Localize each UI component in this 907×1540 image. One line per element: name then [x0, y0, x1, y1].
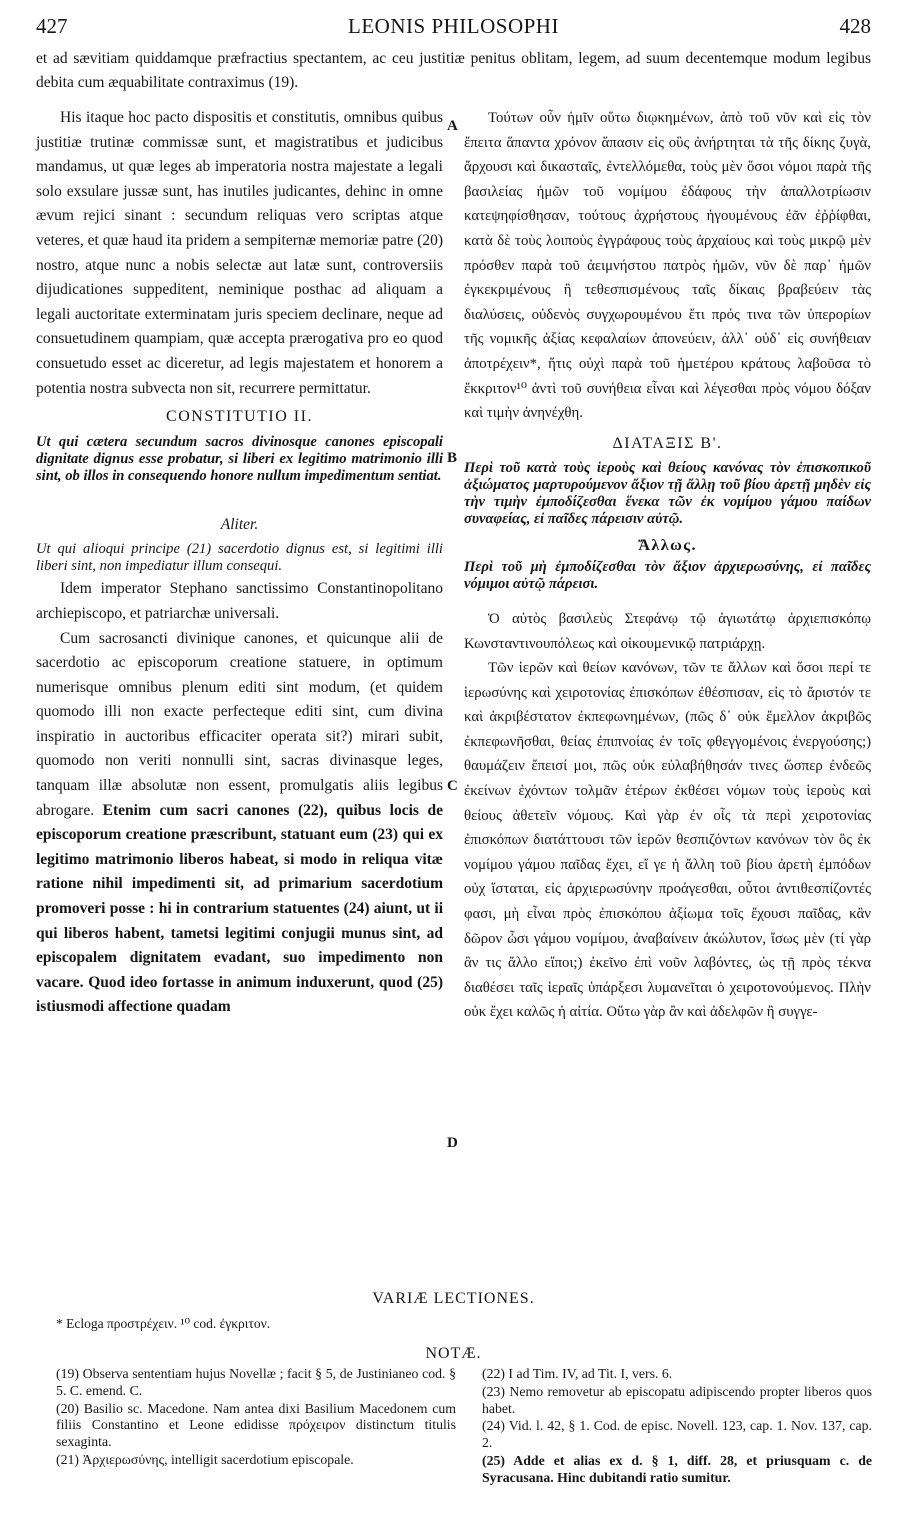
running-title: LEONIS PHILOSOPHI: [348, 14, 559, 38]
greek-summary: Περὶ τοῦ κατὰ τοὺς ἱεροὺς καὶ θείους κανόνας τὸν ἐπισκοπικοῦ ἀξιώματος μαρτυρούμενον ἄξιον τῇ ἄλλῃ τοῦ βίου ἀρετῇ μηδὲν εἰς τὴν τιμὴν ἐμποδίζεσθαι ἕνεκα τῶν ἐκ νομίμου γάμου παίδων συναφείας, εἰ παῖδες πάρεισιν αὐτῷ.: [464, 460, 871, 528]
latin-aliter-heading: Aliter.: [220, 515, 259, 533]
latin-column: [36, 106, 443, 1020]
note-21: (21) Ἀρχιερωσύνης, intelligit sacerdotium episcopale.: [56, 1451, 354, 1467]
latin-paragraph-2-plain: Cum sacrosancti divinique canones, et quicunque alii de sacerdotio ac episcoporum creatione statuere, in optimum numerisque omnibus plenum editi sint modum, (et quidem quomodo illi non exacte perfecteque editi sint, cum divina inspiratio in auctoribus efficaciter operata sit?) mirari subit, quomodo non veriti nonnulli sint, sacras divinasque leges, tanquam illæ absolutæ non essent, promulgatis aliis legibus abrogare.: [36, 629, 443, 819]
latin-aliter-text: Ut qui alioqui principe (21) sacerdotio dignus est, si legitimi illi liberi sint, non impediatur illum consequi.: [36, 541, 443, 575]
note-22: (22) I ad Tim. IV, ad Tit. I, vers. 6.: [482, 1366, 673, 1381]
greek-diataxis-heading: ΔΙΑΤΑΞΙΣ Β'.: [612, 434, 723, 452]
notes-right-column: [482, 1366, 872, 1488]
note-19: (19) Observa sententiam hujus Novellæ ; facit § 5, de Justinianeo cod. § 5. C. emend. C.: [56, 1366, 456, 1398]
greek-paragraph-1: Τούτων οὖν ἡμῖν οὕτω διῳκημένων, ἀπὸ τοῦ νῦν καὶ εἰς τὸν ἔπειτα ἅπαντα χρόνον ἅπασιν εἰς οὓς ἀνήρτηται τὰ τῆς δίκης ζυγὰ, ἄρχουσι καὶ δικασταῖς, ἐντελλόμεθα, τοὺς μὲν ὅσοι νόμοι παρὰ τῆς βασιλείας ἡμῶν τοῦ νομίμου ἐδάφους τὴν ἀπαλλοτρίωσιν κατεψηφίσθησαν, τούτους ἀχρήστους ἡγουμένους ἐᾶν ἐῤῥίφθαι, κατὰ δὲ τοὺς λοιποὺς ἐγγράφους τοὺς ἀρχαίους καὶ τοὺς μικρῷ μὲν πρόσθεν παρὰ τοῦ ἀειμνήστου πατρὸς ἡμῶν, νῦν δὲ παρ᾽ ἡμῶν ἐγκεκριμένους ἢ τεθεσπισμένους ταῖς δίκαις βραβεύειν τὰς διαλύσεις, οὐδενὸς συγχωρουμένου ἔτι πρός τινα τῶν ὑπερορίων τῆς νομικῆς ἀξίας κεφαλαίων ἀπονεύειν, ἀλλ᾽ οὐδ᾽ εἰς συνήθειαν ἀποτρέχειν*, ἥτις οὐχὶ παρὰ τοῦ ἡμετέρου κράτους λαβοῦσα τὸ ἔκκριτον¹⁰ ἀντὶ τοῦ συνήθεια εἶναι καὶ λέγεσθαι πρὸς νόμου δόξαν καὶ τιμὴν ἀνηνέχθη.: [464, 110, 871, 422]
variae-lectiones-heading: VARIÆ LECTIONES.: [372, 1290, 535, 1307]
latin-constitution-heading: CONSTITUTIO II.: [166, 408, 313, 426]
greek-allos-text: Περὶ τοῦ μὴ ἐμποδίζεσθαι τὸν ἄξιον ἀρχιερωσύνης, εἰ παῖδες νόμιμοι αὐτῷ πάρεισι.: [464, 558, 871, 592]
notae-heading: NOTÆ.: [425, 1345, 482, 1362]
greek-paragraph-2: Τῶν ἱερῶν καὶ θείων κανόνων, τῶν τε ἄλλων καὶ ὅσοι περί τε ἱερωσύνης καὶ χειροτονίας ἐπισκόπων ἐθέσπισαν, εἰς τὸ ἄριστόν τε καὶ ἀκριβέστατον ἐκπεφωνημένων, (πῶς δ᾽ οὐκ ἔμελλον ἀκριβῶς ἐκπεφωνῆσθαι, θείας ἐπιπνοίας ἐν τοῖς φθεγγομένοις ἐνεργούσης;) θαυμάζειν ἔπεισί μοι, πῶς οὐκ εὐλαβήθησάν τινες ὥσπερ ἐνδεῶς ἐκείνων ἐχόντων τολμᾶν ἑτέρων ἐκθέσει νόμων τοὺς ἱεροὺς καὶ θείους ἀθετεῖν νόμους. Καὶ γὰρ ἐν οἷς τὰ περὶ χειροτονίας ἐπισκόπων διατάττουσι τῶν ἱερῶν θεσπιζόντων κανόνων τὸν ὃς ἐκ νομίμου γάμου παῖδας ἔχει, εἴ γε ἡ ἄλλη τοῦ βίου ἀρετὴ ἐμπόδων οὐχ ἵσταται, εἰς ἀρχιερωσύνην προάγεσθαι, οὗτοι ἀντιθεσπίζοντές φασι, μὴ εἶναι πρὸς ἐπισκόπου ἀξίωμα τοῖς ἔχουσι παῖδας, κἂν δῶρον ὦσι γάμου νομίμου, ἀναβαίνειν ἀκώλυτον, ἴσως μὲν (τί γὰρ ἂν τις ἄλλο εἴποι;) ἐκεῖνο ἐπὶ νοῦν λαβόντες, ὡς τῇ πρὸς τέκνα διαθέσει ταῖς ἱεραῖς ὑπάρξεσι λυμανεῖται ὁ χειροτονούμενος. Πλὴν οὐκ ἔχει καλῶς ἡ αἰτία. Οὕτω γὰρ ἂν καὶ ἀδελφῶν ἢ συγγε-: [464, 660, 871, 1021]
margin-marker-a: A: [447, 118, 458, 134]
margin-marker-c: C: [447, 778, 458, 794]
variae-lectiones-line: * Ecloga προστρέχειν. ¹⁰ cod. ἐγκριτον.: [56, 1316, 271, 1331]
note-20: (20) Basilio sc. Macedone. Nam antea dixi Basilium Macedonem cum filiis Constantino et Leone edidisse πρόχειρον distinctum titulis sexaginta.: [56, 1400, 456, 1450]
note-24: (24) Vid. l. 42, § 1. Cod. de episc. Novell. 123, cap. 1. Nov. 137, cap. 2.: [482, 1418, 872, 1451]
greek-address: Ὁ αὐτὸς βασιλεὺς Στεφάνῳ τῷ ἁγιωτάτῳ ἀρχιεπισκόπῳ Κωνσταντινουπόλεως καὶ οἰκουμενικῷ πατριάρχῃ.: [464, 610, 871, 652]
note-25: (25) Adde et alias ex d. § 1, diff. 28, et priusquam c. de Syracusana. Hinc dubitandi ratio sumitur.: [482, 1452, 872, 1485]
latin-address: Idem imperator Stephano sanctissimo Constantinopolitano archiepiscopo, et patriarchæ universali.: [36, 580, 443, 622]
margin-marker-b: B: [447, 450, 458, 466]
note-23: (23) Nemo removetur ab episcopatu adipiscendo propter liberos quos habet.: [482, 1383, 872, 1416]
latin-summary: Ut qui cætera secundum sacros divinosque canones episcopali dignitate dignus esse probatur, si liberi ex legitimo matrimonio illi sint, ob illos in consequendo honore nullum impedimentum sentiat.: [36, 433, 443, 484]
latin-paragraph-1: His itaque hoc pacto dispositis et constitutis, omnibus quibus justitiæ trutinæ commissæ sunt, et magistratibus et judicibus mandamus, ut quæ leges ab imperatoria nostra majestate a legali solo exsulare jussæ sunt, has inutiles judicantes, dehinc in omne ævum rejici sinant : secundum reliquas vero scriptas atque veteres, et quæ haud ita pridem a sempiternæ memoriæ patre (20) nostro, atque nunc a nobis selectæ aut latæ sunt, controversiis dijudicationes suppeditent, neminique posthac ad aliquam a legali auctoritate exterminatam juris speciem declinare, neque ad consuetudinem quampiam, quæ accepta prærogativa pro eo quod consuetudo esset ac diceretur, ad legis majestatem et honorem a potentia nostra subvecta non sit, recurrere permittatur.: [36, 109, 443, 397]
page-number-left: 427: [36, 14, 68, 38]
intro-text: et ad sævitiam quiddamque præfractius spectantem, ac ceu justitiæ penitus oblitam, legem, ad suum decentemque modum legibus debita cum æquabilitate contraximus (19).: [36, 50, 871, 91]
latin-paragraph-2-bold: Etenim cum sacri canones (22), quibus locis de episcoporum creatione præscribunt, statuant eum (23) qui ex legitimo matrimonio liberos habeat, si modo in reliqua vitæ ratione nihil impedimenti sit, ad primarium sacerdotium promoveri posse : hi in contrarium statuentes (24) aiunt, ut ii qui liberos habent, tametsi legitimi conjugii munus sint, ad episcopalem dignitatem evadant, suo impedimento non vacare. Quod ideo fortasse in animum induxerunt, quod (25) istiusmodi affectione quadam: [36, 801, 443, 1016]
running-header: [36, 14, 871, 48]
margin-marker-d: D: [447, 1135, 458, 1151]
greek-allos-heading: Ἄλλως.: [637, 537, 698, 555]
notes-left-column: [56, 1366, 456, 1470]
latin-paragraph-2: [36, 627, 443, 1021]
greek-column: [464, 106, 871, 1025]
page-number-right: 428: [839, 14, 871, 38]
